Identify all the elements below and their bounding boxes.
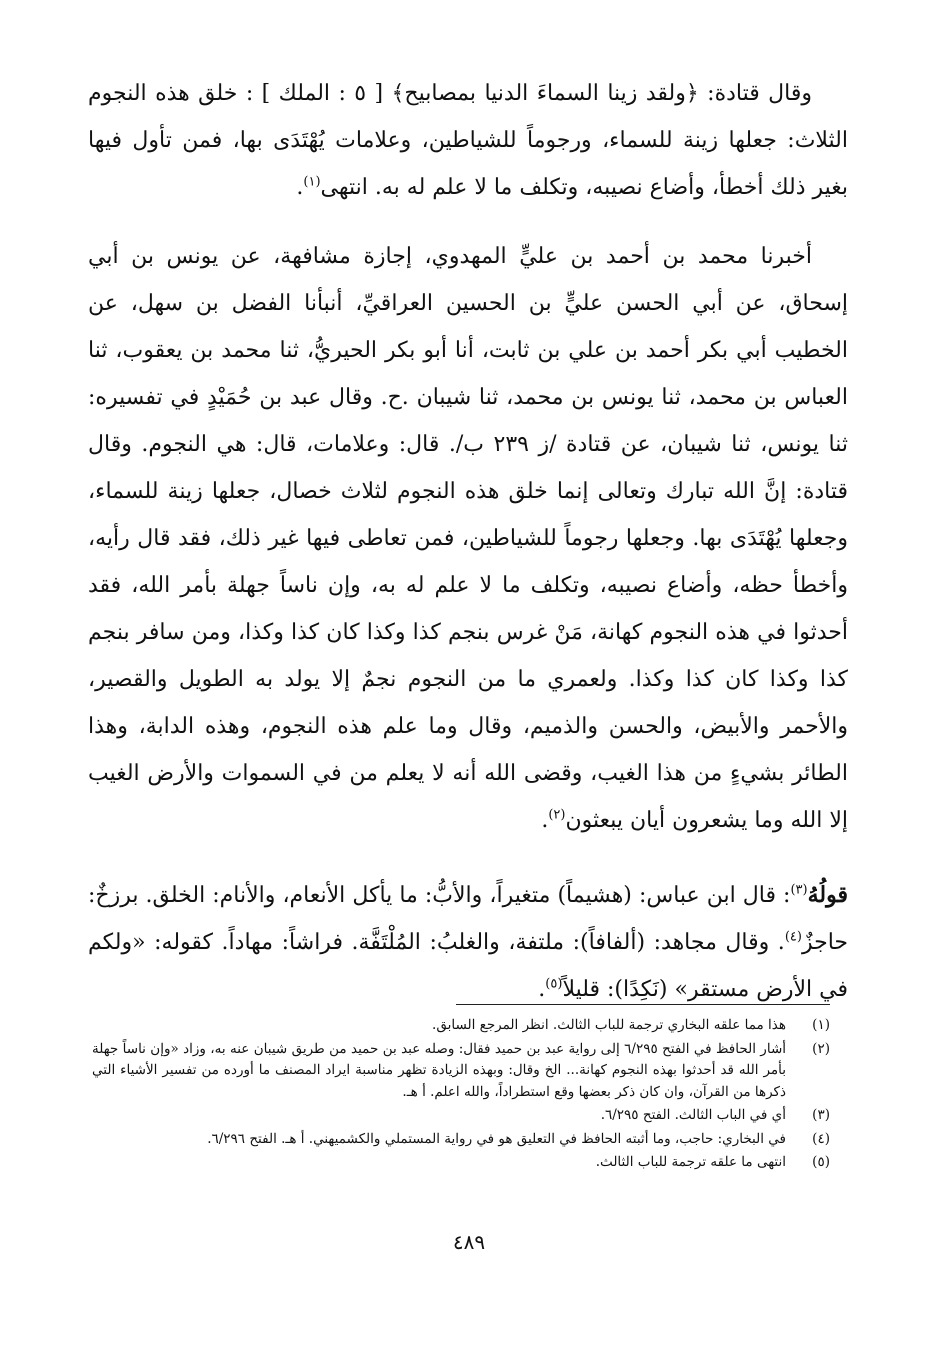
footnote-ref-3[interactable]: (٣) [790, 882, 808, 898]
isnad-end: . [541, 808, 549, 833]
footnote-ref-1[interactable]: (١) [303, 174, 321, 190]
qatada-quote-paragraph [88, 70, 848, 211]
main-text [88, 70, 848, 1013]
footnote-number: (٤) [812, 1130, 830, 1147]
gloss-text-b: . وقال مجاهد: (ألفافاً): ملتفة، والغلبُ: المُلْتَفَّة. فراشاً: مهاداً. كقوله: «ولكم في الأرض مستقر» (نَكِدًا): قليلاً [88, 930, 848, 1002]
qatada-quote-end: . [296, 175, 304, 200]
footnote-item [92, 1105, 830, 1127]
footnote-number: (٢) [812, 1040, 830, 1057]
footnote-item [92, 1152, 830, 1174]
footnote-divider [456, 1004, 830, 1005]
gloss-paragraph [88, 872, 848, 1013]
footnote-item [92, 1015, 830, 1037]
footnote-item [92, 1129, 830, 1151]
footnote-ref-5[interactable]: (٥) [545, 976, 563, 992]
isnad-paragraph [88, 233, 848, 844]
gloss-end: . [538, 977, 546, 1002]
footnote-text: أي في الباب الثالث. الفتح ٦/٢٩٥. [600, 1107, 786, 1123]
footnote-text: أشار الحافظ في الفتح ٦/٢٩٥ إلى رواية عبد بن حميد فقال: وصله عبد بن حميد من طريق شيبان عنه به، وزاد «وإن ناساً جهلة بأمر الله قد أحدثوا بهذه النجوم كهانة... الخ وقال: وبهذه الزيادة تظهر مناسبة ايراد المصنف ما أورده من تفسير الأشياء التي ذكرها من القرآن، وان كان ذكر بعضها وقع استطراداً، والله اعلم. أ هـ. [92, 1040, 787, 1100]
footnote-ref-4[interactable]: (٤) [784, 929, 802, 945]
footnote-text: هذا مما علقه البخاري ترجمة للباب الثالث. انظر المرجع السابق. [432, 1017, 786, 1033]
isnad-text: أخبرنا محمد بن أحمد بن عليٍّ المهدوي، إجازة مشافهة، عن يونس بن أبي إسحاق، عن أبي الحسن عليٍّ بن الحسين العراقيِّ، أنبأنا الفضل بن سهل، عن الخطيب أبي بكر أحمد بن علي بن ثابت، أنا أبو بكر الحيريُّ، ثنا محمد بن يعقوب، ثنا العباس بن محمد، ثنا يونس بن محمد، ثنا شيبان .ح. وقال عبد بن حُمَيْدٍ في تفسيره: ثنا يونس، ثنا شيبان، عن قتادة /ز ٢٣٩ ب/. قال: وعلامات، قال: هي النجوم. وقال قتادة: إنَّ الله تبارك وتعالى إنما خلق هذه النجوم لثلاث خصال، جعلها زينة للسماء، وجعلها يُهْتَدَى بها. وجعلها رجوماً للشياطين، فمن تعاطى فيها غير ذلك، فقد قال رأيه، وأخطأ حظه، وأضاع نصيبه، وتكلف ما لا علم له به، وإن ناساً جهلة بأمر الله، فقد أحدثوا في هذه النجوم كهانة، مَنْ غرس بنجم كذا وكذا كان كذا وكذا، ومن سافر بنجم كذا وكذا كان كذا وكذا. ولعمري ما من النجوم نجمٌ إلا يولد به الطويل والقصير، والأحمر والأبيض، والحسن والذميم، وقال وما علم هذه النجوم، وهذه الدابة، وهذا الطائر بشيءٍ من هذا الغيب، وقضى الله أنه لا يعلم من في السموات والأرض الغيب إلا الله وما يشعرون أيان يبعثون [88, 244, 849, 833]
footnotes-list [92, 1015, 830, 1176]
footnote-number: (٣) [812, 1107, 830, 1123]
qatada-quote-text: وقال قتادة: ﴿ولقد زينا السماءَ الدنيا بمصابيح﴾ [ ٥ : الملك ] : خلق هذه النجوم الثلاث: جعلها زينة للسماء، ورجوماً للشياطين، وعلامات يُهْتَدَى بها، فمن تأول فيها بغير ذلك أخطأ، وأضاع نصيبه، وتكلف ما لا علم له به. انتهى [88, 81, 848, 200]
page-number: ٤٨٩ [452, 1230, 486, 1254]
gloss-lead-word: قولُهُ [807, 882, 848, 908]
footnote-text: في البخاري: حاجب، وما أثبته الحافظ في التعليق هو في رواية المستملي والكشميهني. أ هـ. الفتح ٦/٢٩٦. [207, 1130, 786, 1147]
footnote-ref-2[interactable]: (٢) [548, 807, 566, 823]
footnote-item [92, 1039, 830, 1104]
footnote-number: (١) [812, 1017, 830, 1033]
gloss-text-a: : قال ابن عباس: (هشيماً) متغيراً، والأبُّ: ما يأكل الأنعام، والأنام: الخلق. برزخٌ: حاجزٌ [88, 883, 848, 955]
footnote-text: انتهى ما علقه ترجمة للباب الثالث. [595, 1154, 786, 1170]
footnote-number: (٥) [812, 1154, 830, 1170]
